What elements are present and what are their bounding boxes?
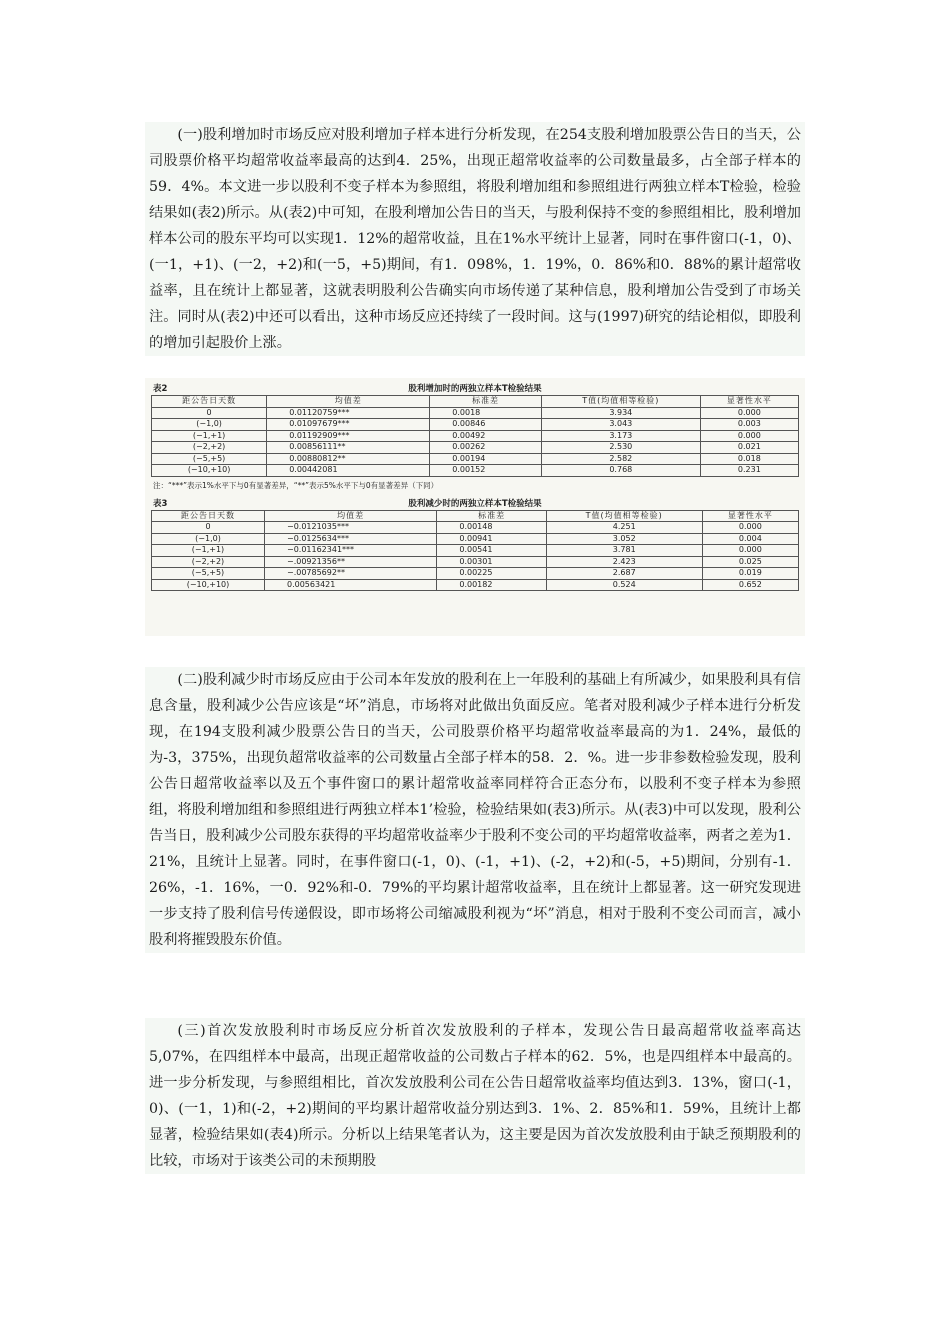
table3-title: 股利减少时的两独立样本T检验结果 [408,498,542,509]
cell: 4.251 [546,522,702,534]
cell: −0.01162341*** [264,545,436,557]
cell: 0.00856111** [267,442,430,454]
cell: 0.00442081 [267,465,430,477]
table2-note: 注：“***”表示1%水平下与0有显著差异，“**”表示5%水平下与0有显著差异（下同） [153,480,439,490]
table-row [152,465,799,477]
cell: 0.0018 [430,407,542,419]
cell: 0.000 [702,522,798,534]
cell: (−2,+2) [152,556,265,568]
cell: 0.003 [700,419,798,431]
cell: 0.01192909*** [267,430,430,442]
cell: (−1,0) [152,419,267,431]
cell: 0.00262 [430,442,542,454]
cell: 0.00225 [437,568,546,580]
table3-header [151,497,799,510]
cell: 0.025 [702,556,798,568]
table2 [151,395,799,477]
cell: 0.00880812** [267,453,430,465]
cell: −0.0125634*** [264,533,436,545]
cell: 0.768 [541,465,700,477]
table2-label: 表2 [153,384,168,394]
cell: (−1,+1) [152,545,265,557]
table-row [152,579,799,591]
cell: 0.00492 [430,430,542,442]
tables-figure [145,378,805,636]
table3 [151,510,799,592]
table3-label: 表3 [153,498,168,509]
col-mean-diff: 均值差 [264,510,436,522]
cell: 2.582 [541,453,700,465]
table-row [152,430,799,442]
table-row [152,522,799,534]
paragraph-first-dividend: (三)首次发放股利时市场反应分析首次发放股利的子样本，发现公告日最高超常收益率高达5,07%，在四组样本中最高，出现正超常收益的公司数占子样本的62．5%，也是四组样本中最高的。进一步分析发现，与参照组相比，首次发放股利公司在公告日超常收益率均值达到3．13%，窗口(-1，0)、(一1，1)和(-2，+2)期间的平均累计超常收益分别达到3．1%、2．85%和1．59%，且统计上都显著，检验结果如(表4)所示。分析以上结果笔者认为，这主要是因为首次发放股利由于缺乏预期股利的比较，市场对于该类公司的未预期股 [145,1018,805,1174]
cell: (−1,+1) [152,430,267,442]
cell: 2.530 [541,442,700,454]
col-significance: 显著性水平 [700,396,798,408]
cell: 0.524 [546,579,702,591]
cell: 3.934 [541,407,700,419]
cell: 3.781 [546,545,702,557]
cell: 3.043 [541,419,700,431]
cell: (−10,+10) [152,579,265,591]
cell: −.00921356** [264,556,436,568]
cell: −.00785692** [264,568,436,580]
cell: 0.018 [700,453,798,465]
table-row [152,419,799,431]
col-t-value: T值(均值相等检验) [541,396,700,408]
cell: 0.01120759*** [267,407,430,419]
cell: 3.052 [546,533,702,545]
cell: 0.00541 [437,545,546,557]
table3-header-row [152,510,799,522]
cell: 0.00846 [430,419,542,431]
cell: (−10,+10) [152,465,267,477]
cell: 0.00194 [430,453,542,465]
table-row [152,407,799,419]
cell: (−1,0) [152,533,265,545]
col-days: 距公告日天数 [152,396,267,408]
table-row [152,442,799,454]
cell: −0.0121035*** [264,522,436,534]
paragraph-dividend-decrease: (二)股利减少时市场反应由于公司本年发放的股利在上一年股利的基础上有所减少，如果股利具有信息含量，股利减少公告应该是“坏”消息，市场将对此做出负面反应。笔者对股利减少子样本进行分析发现，在194支股利减少股票公告日的当天，公司股票价格平均超常收益率最高的为1．24%，最低的为-3，375%，出现负超常收益率的公司数量占全部子样本的58．2．%。进一步非参数检验发现，股利公告日超常收益率以及五个事件窗口的累计超常收益率同样符合正态分布，以股利不变子样本为参照组，将股利增加组和参照组进行两独立样本1’检验，检验结果如(表3)所示。从(表3)中可以发现，股利公告当日，股利减少公司股东获得的平均超常收益率少于股利不变公司的平均超常收益率，两者之差为1．21%，且统计上显著。同时，在事件窗口(-1，0)、(-1，+1)、(-2，+2)和(-5，+5)期间，分别有-1．26%，-1．16%，一0．92%和-0．79%的平均累计超常收益率，且在统计上都显著。这一研究发现进一步支持了股利信号传递假设，即市场将公司缩减股利视为“坏”消息，相对于股利不变公司而言，减小股利将摧毁股东价值。 [145,667,805,953]
cell: (−5,+5) [152,568,265,580]
table-row [152,568,799,580]
cell: 0 [152,407,267,419]
cell: 0.01097679*** [267,419,430,431]
cell: 3.173 [541,430,700,442]
cell: 0.00941 [437,533,546,545]
col-mean-diff: 均值差 [267,396,430,408]
cell: 0.00148 [437,522,546,534]
cell: 0.00152 [430,465,542,477]
table2-title: 股利增加时的两独立样本T检验结果 [408,384,542,394]
table2-header [151,382,799,395]
cell: 0.004 [702,533,798,545]
cell: 0.000 [700,407,798,419]
cell: 2.423 [546,556,702,568]
cell: 0.019 [702,568,798,580]
cell: 0.00563421 [264,579,436,591]
cell: 0.652 [702,579,798,591]
cell: 0.000 [700,430,798,442]
cell: 0.00182 [437,579,546,591]
cell: (−2,+2) [152,442,267,454]
table2-header-row [152,396,799,408]
cell: 0 [152,522,265,534]
cell: 2.687 [546,568,702,580]
col-t-value: T值(均值相等检验) [546,510,702,522]
cell: (−5,+5) [152,453,267,465]
table-row [152,453,799,465]
table-row [152,545,799,557]
col-significance: 显著性水平 [702,510,798,522]
table-row [152,556,799,568]
table-row [152,533,799,545]
cell: 0.021 [700,442,798,454]
col-days: 距公告日天数 [152,510,265,522]
cell: 0.000 [702,545,798,557]
col-std: 标准差 [430,396,542,408]
cell: 0.231 [700,465,798,477]
col-std: 标准差 [437,510,546,522]
paragraph-dividend-increase: (一)股利增加时市场反应对股利增加子样本进行分析发现，在254支股利增加股票公告日的当天，公司股票价格平均超常收益率最高的达到4．25%，出现正超常收益率的公司数量最多，占全部子样本的59．4%。本文进一步以股利不变子样本为参照组，将股利增加组和参照组进行两独立样本T检验，检验结果如(表2)所示。从(表2)中可知，在股利增加公告日的当天，与股利保持不变的参照组相比，股利增加样本公司的股东平均可以实现1．12%的超常收益，且在1%水平统计上显著，同时在事件窗口(-1，0)、(一1，+1)、(一2，+2)和(一5，+5)期间，有1．098%，1．19%，0．86%和0．88%的累计超常收益率，且在统计上都显著，这就表明股利公告确实向市场传递了某种信息，股利增加公告受到了市场关注。同时从(表2)中还可以看出，这种市场反应还持续了一段时间。这与(1997)研究的结论相似，即股利的增加引起股价上涨。 [145,122,805,356]
cell: 0.00301 [437,556,546,568]
